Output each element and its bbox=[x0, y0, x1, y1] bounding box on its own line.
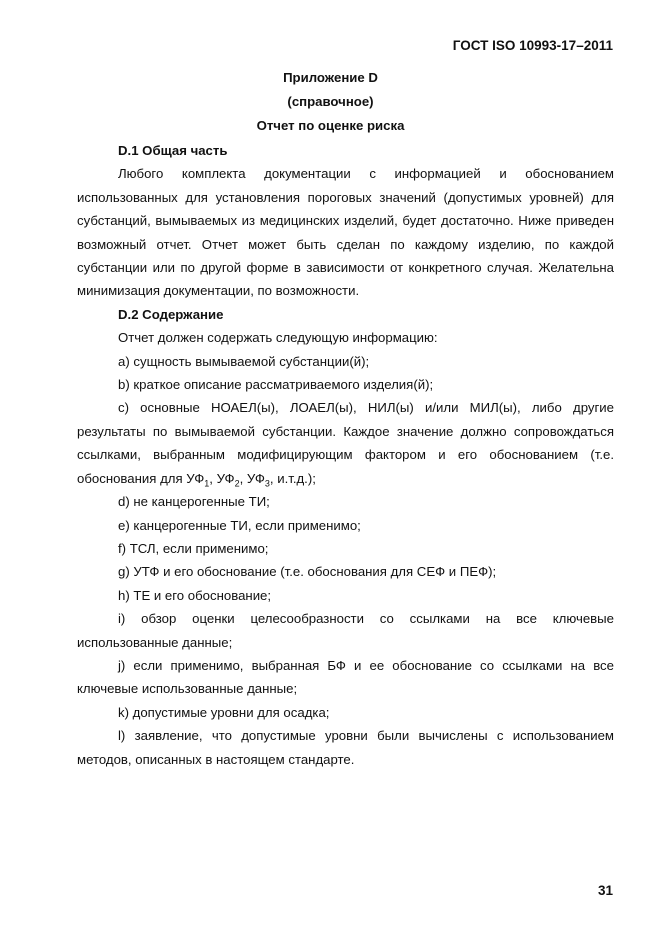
list-item-j: j) если применимо, выбранная БФ и ее обоснование со ссылками на все ключевые использованные данные; bbox=[77, 657, 614, 697]
section-heading-content: D.2 Содержание bbox=[118, 306, 224, 322]
body-text bbox=[77, 139, 614, 771]
separator-2: , УФ bbox=[239, 470, 265, 486]
page-number: 31 bbox=[597, 883, 613, 898]
appendix-title: Приложение D bbox=[283, 70, 378, 85]
separator-1: , УФ bbox=[209, 470, 235, 486]
subscript-1: 1 bbox=[204, 478, 210, 489]
content-intro: Отчет должен содержать следующую информацию: bbox=[118, 330, 438, 346]
list-item-c-text: c) основные НОАЕЛ(ы), ЛОАЕЛ(ы), НИЛ(ы) и/или МИЛ(ы), либо другие результаты по вымываемой субстанции. Каждое значение должно сопровождаться ссылками, выбранным модифицирующим фактором и его обоснованием (т.е. обоснования для УФ bbox=[77, 400, 614, 486]
list-item-l: l) заявление, что допустимые уровни были вычислены с использованием методов, описанных в настоящем стандарте. bbox=[77, 728, 614, 767]
list-item-h: h) ТЕ и его обоснование; bbox=[118, 587, 272, 603]
list-item-c bbox=[77, 396, 614, 490]
appendix-status: (справочное) bbox=[287, 94, 374, 109]
list-item-c-end: , и.т.д.); bbox=[269, 470, 316, 486]
list-item-k: k) допустимые уровни для осадка; bbox=[118, 704, 330, 720]
subscript-2: 2 bbox=[234, 478, 240, 489]
list-item-f: f) ТСЛ, если применимо; bbox=[118, 540, 269, 556]
list-item-e: e) канцерогенные ТИ, если применимо; bbox=[118, 517, 361, 533]
subscript-3: 3 bbox=[264, 478, 270, 489]
appendix-name: Отчет по оценке риска bbox=[256, 118, 405, 133]
general-paragraph: Любого комплекта документации с информацией и обоснованием использованных для установления пороговых значений (допустимых уровней) для субстанций, вымываемых из медицинских изделий, будет достаточно. Ниже приведен возможный отчет. Отчет может быть сделан по каждому изделию, по каждой субстанции или по другой форме в зависимости от конкретного случая. Желательна минимизация документации, по возможности. bbox=[77, 166, 614, 299]
list-item-d: d) не канцерогенные ТИ; bbox=[118, 494, 270, 510]
list-item-g: g) УТФ и его обоснование (т.е. обоснования для СЕФ и ПЕФ); bbox=[118, 564, 497, 580]
section-heading-general: D.1 Общая часть bbox=[118, 143, 228, 158]
list-item-a: a) сущность вымываемой субстанции(й); bbox=[118, 353, 370, 369]
list-item-b: b) краткое описание рассматриваемого изделия(й); bbox=[118, 377, 434, 393]
document-code: ГОСТ ISO 10993-17–2011 bbox=[452, 38, 613, 53]
list-item-i: i) обзор оценки целесообразности со ссылками на все ключевые использованные данные; bbox=[77, 611, 614, 650]
